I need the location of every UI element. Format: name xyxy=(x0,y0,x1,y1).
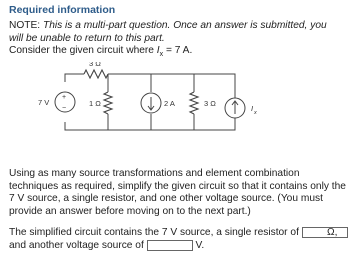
answer-unit-volt: V. xyxy=(195,239,205,251)
wire-top-right xyxy=(108,74,235,98)
instructions-text: Using as many source transformations and element combination techniques as required, simplify the given circuit so that it contains only the 7 V source, a single resistor, and one other voltage source. (You must provide an answer before moving on to the next part.) xyxy=(9,168,346,217)
note-text xyxy=(9,20,339,62)
resistor-right-label: 3 Ω xyxy=(204,99,216,108)
voltage-answer-input[interactable] xyxy=(147,240,193,251)
answer-line-1 xyxy=(9,227,349,240)
resistor-answer-input[interactable] xyxy=(302,227,348,238)
answer-text-1: The simplified circuit contains the 7 V source, a single resistor of xyxy=(9,227,299,239)
wire-bottom xyxy=(65,118,235,130)
dependent-source-var: I xyxy=(251,104,254,113)
answer-text-2: and another voltage source of xyxy=(9,239,144,251)
note-ix-var: I xyxy=(156,45,160,57)
resistor-right-symbol xyxy=(190,92,198,114)
resistor-left-label: 1 Ω xyxy=(89,99,101,108)
resistor-top-symbol xyxy=(84,70,108,78)
wire-top-left xyxy=(65,74,84,82)
note-line2-a: Consider the given circuit where xyxy=(9,45,157,57)
note-italic: This is a multi-part question. Once an answer is submitted, you will be unable to return to this part. xyxy=(9,20,327,44)
resistor-top-label: 3 Ω xyxy=(89,62,101,68)
answer-unit-ohm: Ω, xyxy=(327,227,338,238)
note-prefix: NOTE: xyxy=(9,20,43,31)
resistor-left-symbol xyxy=(104,92,112,114)
circuit-diagram xyxy=(0,62,350,162)
voltage-source-plus: + xyxy=(62,94,67,101)
voltage-source-minus: − xyxy=(62,105,67,112)
current-source-label: 2 A xyxy=(164,99,175,108)
dependent-source-sub: x xyxy=(254,110,257,116)
section-heading: Required information xyxy=(9,4,116,16)
note-ix-sub: x xyxy=(159,51,164,59)
answer-section xyxy=(9,227,349,252)
answer-line-2 xyxy=(9,240,349,253)
note-line2-b: = 7 A. xyxy=(163,45,193,57)
voltage-source-label: 7 V xyxy=(38,98,50,107)
